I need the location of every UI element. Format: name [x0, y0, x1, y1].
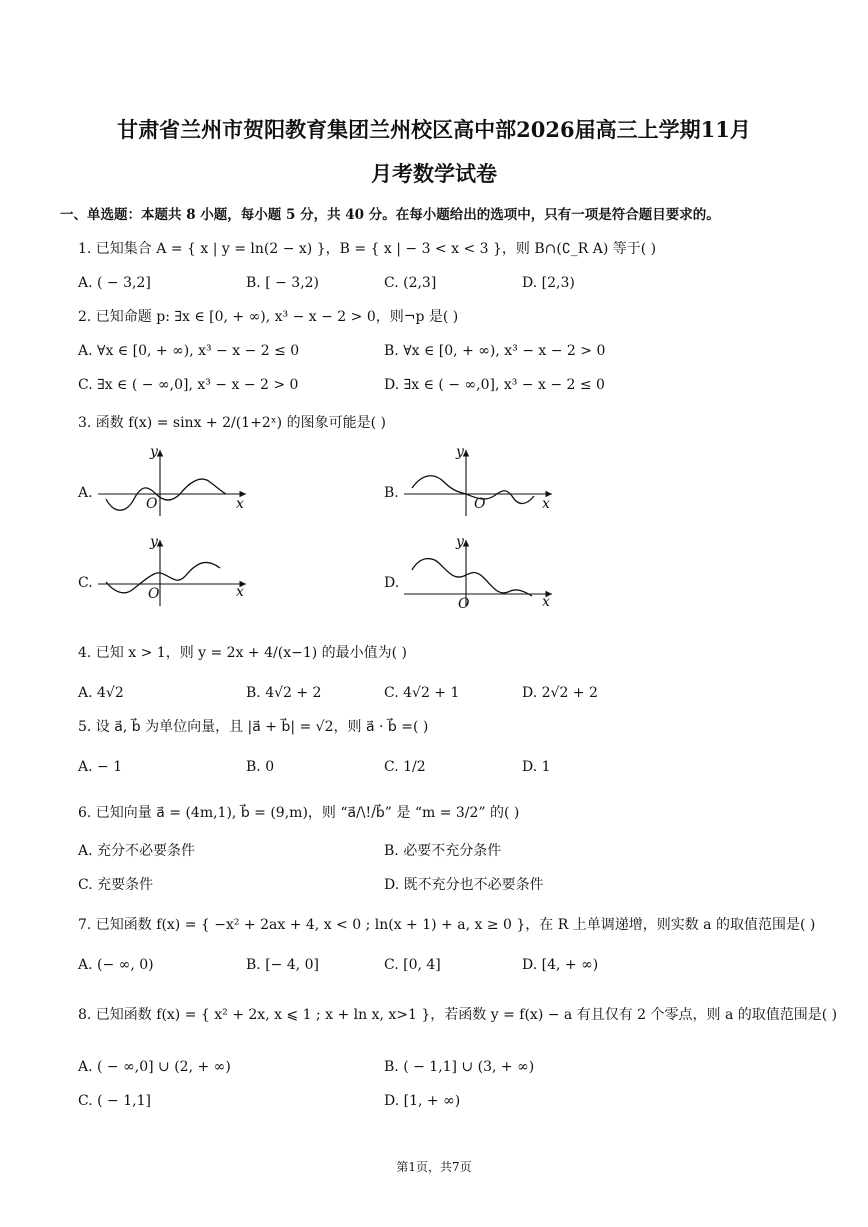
page-subtitle: 月考数学试卷: [371, 161, 497, 186]
graph-b-x-label: x: [542, 496, 550, 512]
graph-c-x-label: x: [236, 584, 244, 600]
question-2-option-b: B. ∀x ∈ [0, + ∞), x³ − x − 2 > 0: [384, 343, 606, 359]
question-1-option-b: B. [ − 3,2): [246, 275, 320, 291]
graph-d-x-label: x: [542, 594, 550, 610]
graph-d-origin-label: O: [458, 596, 470, 612]
graph-d-y-label: y: [456, 534, 464, 550]
page-title: 甘肃省兰州市贺阳教育集团兰州校区高中部2026届高三上学期11月: [117, 117, 751, 142]
question-5-option-a: A. − 1: [78, 759, 123, 775]
question-5-option-d: D. 1: [522, 759, 551, 775]
question-3-option-b: B.: [384, 485, 399, 501]
question-6-option-d: D. 既不充分也不必要条件: [384, 877, 544, 893]
question-1-option-c: C. (2,3]: [384, 275, 437, 291]
graph-d: [402, 534, 562, 612]
question-4-option-d: D. 2√2 + 2: [522, 685, 598, 701]
question-4-stem: 4. 已知 x > 1，则 y = 2x + 4/(x−1) 的最小值为( ): [78, 645, 408, 661]
question-7-stem: 7. 已知函数 f(x) = { −x² + 2ax + 4, x < 0 ; ln(x + 1) + a, x ≥ 0 }，在 R 上单调递增，则实数 a 的取值范围是( ): [78, 917, 816, 933]
question-2-stem: 2. 已知命题 p: ∃x ∈ [0, + ∞), x³ − x − 2 > 0，则¬p 是( ): [78, 309, 459, 325]
question-8-stem: 8. 已知函数 f(x) = { x² + 2x, x ⩽ 1 ; x + ln x, x>1 }，若函数 y = f(x) − a 有且仅有 2 个零点，则 a 的取值范围是( ): [78, 1007, 838, 1023]
question-6-option-b: B. 必要不充分条件: [384, 843, 502, 859]
question-2-option-c: C. ∃x ∈ ( − ∞,0], x³ − x − 2 > 0: [78, 377, 299, 393]
question-5-option-b: B. 0: [246, 759, 275, 775]
graph-a-x-label: x: [236, 496, 244, 512]
question-4-option-a: A. 4√2: [78, 685, 124, 701]
question-5-stem: 5. 设 a⃗, b⃗ 为单位向量，且 |a⃗ + b⃗| = √2，则 a⃗ · b⃗ =( ): [78, 719, 429, 735]
question-7-option-d: D. [4, + ∞): [522, 957, 599, 973]
question-8-option-b: B. ( − 1,1] ∪ (3, + ∞): [384, 1059, 535, 1075]
question-7-option-b: B. [− 4, 0]: [246, 957, 320, 973]
question-3-option-d: D.: [384, 575, 400, 591]
page-footer: 第1页，共7页: [396, 1160, 472, 1174]
question-1-option-d: D. [2,3): [522, 275, 575, 291]
question-2-option-d: D. ∃x ∈ ( − ∞,0], x³ − x − 2 ≤ 0: [384, 377, 605, 393]
question-8-option-d: D. [1, + ∞): [384, 1093, 461, 1109]
question-4-option-c: C. 4√2 + 1: [384, 685, 460, 701]
question-3-option-c: C.: [78, 575, 93, 591]
question-7-option-c: C. [0, 4]: [384, 957, 441, 973]
question-2-option-a: A. ∀x ∈ [0, + ∞), x³ − x − 2 ≤ 0: [78, 343, 300, 359]
question-8-option-c: C. ( − 1,1]: [78, 1093, 151, 1109]
graph-b-origin-label: O: [474, 496, 486, 512]
graph-a-y-label: y: [150, 444, 158, 460]
graph-c-origin-label: O: [148, 586, 160, 602]
graph-a-origin-label: O: [146, 496, 158, 512]
graph-c-y-label: y: [150, 534, 158, 550]
graph-b-y-label: y: [456, 444, 464, 460]
question-8-option-a: A. ( − ∞,0] ∪ (2, + ∞): [78, 1059, 231, 1075]
question-3-option-a: A.: [78, 485, 93, 501]
question-1-option-a: A. ( − 3,2]: [78, 275, 151, 291]
question-6-stem: 6. 已知向量 a⃗ = (4m,1), b⃗ = (9,m)，则 “a⃗/\!/b⃗” 是 “m = 3/2” 的( ): [78, 805, 520, 821]
question-1-stem: 1. 已知集合 A = { x | y = ln(2 − x) }，B = { x | − 3 < x < 3 }，则 B∩(∁_R A) 等于( ): [78, 241, 657, 257]
question-5-option-c: C. 1/2: [384, 759, 426, 775]
graph-a: [96, 444, 256, 522]
question-4-option-b: B. 4√2 + 2: [246, 685, 322, 701]
graph-c: [96, 534, 256, 612]
question-6-option-c: C. 充要条件: [78, 877, 154, 893]
question-7-option-a: A. (− ∞, 0): [78, 957, 154, 973]
question-3-stem: 3. 函数 f(x) = sinx + 2/(1+2ˣ) 的图象可能是( ): [78, 415, 386, 431]
question-6-option-a: A. 充分不必要条件: [78, 843, 196, 859]
section-heading: 一、单选题：本题共 8 小题，每小题 5 分，共 40 分。在每小题给出的选项中，只有一项是符合题目要求的。: [60, 207, 720, 223]
